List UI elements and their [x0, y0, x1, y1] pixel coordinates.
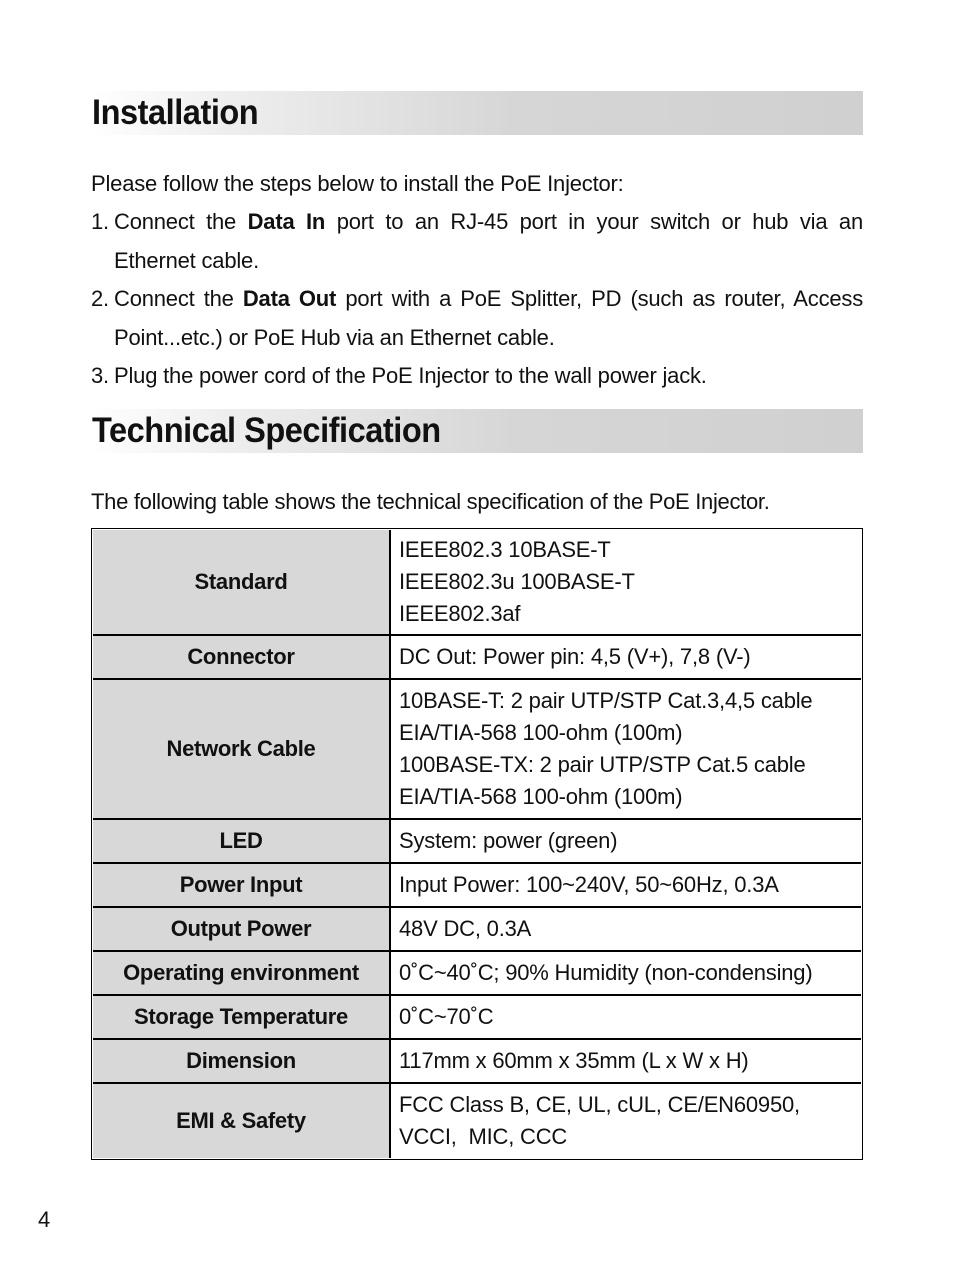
spec-label: EMI & Safety [93, 1084, 391, 1158]
step-text: port with a PoE Splitter, PD (such as router, Access Point...etc.) or PoE Hub via an Ethernet cable. [114, 286, 864, 350]
step-number: 1. [91, 209, 109, 234]
spec-value [391, 1040, 861, 1084]
step-number: 2. [91, 286, 109, 311]
spec-value [391, 952, 861, 996]
spec-value-line: 48V DC, 0.3A [399, 915, 532, 941]
spec-value-line: EIA/TIA-568 100-ohm (100m) [399, 719, 683, 745]
spec-value [391, 996, 861, 1040]
step-text: Connect the [114, 286, 243, 311]
spec-value [391, 680, 861, 820]
spec-row [93, 820, 861, 864]
spec-label: Power Input [93, 864, 391, 908]
spec-value-line: EIA/TIA-568 100-ohm (100m) [399, 783, 683, 809]
spec-table [91, 528, 863, 1160]
installation-steps [91, 203, 863, 396]
spec-value-line: IEEE802.3af [399, 600, 521, 626]
technical-intro: The following table shows the technical specification of the PoE Injector. [91, 488, 770, 514]
spec-value-line: 117mm x 60mm x 35mm (L x W x H) [399, 1047, 749, 1073]
spec-value-line: 100BASE-TX: 2 pair UTP/STP Cat.5 cable [399, 751, 806, 777]
spec-row [93, 996, 861, 1040]
spec-value-line: IEEE802.3 10BASE-T [399, 536, 611, 562]
spec-label: Storage Temperature [93, 996, 391, 1040]
spec-row [93, 908, 861, 952]
spec-value-line: DC Out: Power pin: 4,5 (V+), 7,8 (V-) [399, 643, 751, 669]
spec-value-line: Input Power: 100~240V, 50~60Hz, 0.3A [399, 871, 779, 897]
spec-value-line: VCCI, MIC, CCC [399, 1123, 568, 1149]
spec-value-line: 0˚C~70˚C [399, 1003, 494, 1029]
spec-row [93, 636, 861, 680]
step-port-name: Data Out [242, 286, 337, 311]
spec-row [93, 530, 861, 636]
spec-value [391, 636, 861, 680]
spec-label: Output Power [93, 908, 391, 952]
spec-value-line: 0˚C~40˚C; 90% Humidity (non-condensing) [399, 959, 813, 985]
step-text: port to an RJ-45 port in your switch or hub via an Ethernet cable. [114, 209, 863, 273]
installation-heading-bar [91, 91, 863, 135]
spec-value [391, 530, 861, 636]
technical-heading: Technical Specification [92, 410, 441, 450]
spec-row [93, 1040, 861, 1084]
installation-step [91, 203, 863, 280]
page-number: 4 [38, 1207, 51, 1232]
spec-value [391, 820, 861, 864]
spec-value [391, 1084, 861, 1158]
page-content [91, 91, 863, 1160]
spec-value [391, 864, 861, 908]
spec-value-line: IEEE802.3u 100BASE-T [399, 568, 635, 594]
step-port-name: Data In [247, 209, 326, 234]
spec-value-line: FCC Class B, CE, UL, cUL, CE/EN60950, [399, 1091, 800, 1117]
technical-heading-bar [91, 409, 863, 453]
spec-value-line: System: power (green) [399, 827, 618, 853]
spec-row [93, 864, 861, 908]
spec-value-line: 10BASE-T: 2 pair UTP/STP Cat.3,4,5 cable [399, 687, 813, 713]
spec-label: Dimension [93, 1040, 391, 1084]
step-text: Connect the [114, 209, 248, 234]
spec-row [93, 1084, 861, 1158]
installation-step [91, 357, 863, 396]
spec-label: LED [93, 820, 391, 864]
spec-label: Network Cable [93, 680, 391, 820]
step-number: 3. [91, 363, 109, 388]
step-text: Plug the power cord of the PoE Injector to the wall power jack. [114, 363, 707, 388]
installation-heading: Installation [92, 93, 259, 132]
installation-intro: Please follow the steps below to install the PoE Injector: [91, 171, 624, 196]
spec-row [93, 680, 861, 820]
spec-label: Connector [93, 636, 391, 680]
spec-label: Standard [93, 530, 391, 636]
spec-row [93, 952, 861, 996]
spec-label: Operating environment [93, 952, 391, 996]
installation-step [91, 280, 863, 357]
spec-value [391, 908, 861, 952]
